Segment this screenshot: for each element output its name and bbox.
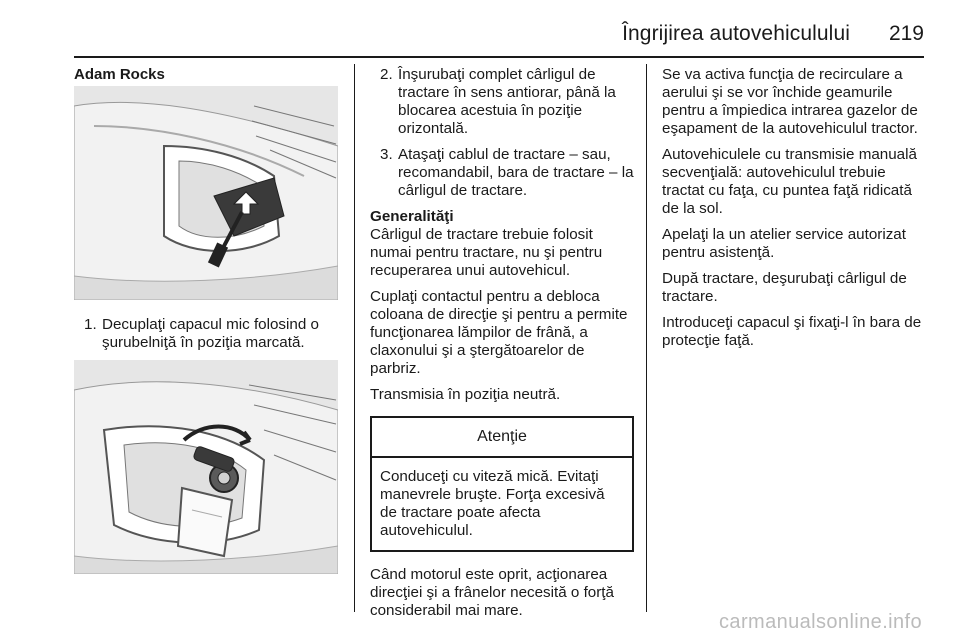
step-2 [370, 66, 638, 138]
illustration-tow-eye-svg [74, 360, 338, 574]
step-1-number: 1. [84, 316, 97, 333]
warning-box [370, 416, 634, 552]
neutral-text: Transmisia în poziţia neutră. [370, 386, 561, 403]
ignition-text: Cuplaţi contactul pentru a debloca coloana de direcţie şi pentru a permite funcţionarea lămpilor de frână, a claxonului şi a ştergătoarelor de parbriz. [370, 288, 628, 377]
unscrew-text: După tractare, deşurubaţi cârligul de tractare. [662, 270, 907, 305]
sequential-transmission-text: Autovehiculele cu transmisie manuală secvenţială: autovehiculul trebuie tractat cu faţa, cu puntea faţă ridicată de la sol. [662, 146, 917, 217]
step-2-number: 2. [380, 66, 393, 83]
page-title: Îngrijirea autovehiculului [622, 22, 850, 45]
general-heading: Generalităţi [370, 208, 454, 225]
column-middle [370, 66, 638, 628]
step-1 [74, 316, 342, 352]
engine-off-text: Când motorul este oprit, acţionarea direcţiei şi a frânelor necesită o forţă considerabil mai mare. [370, 566, 614, 619]
recirculation-text: Se va activa funcţia de recirculare a aerului şi se vor închide geamurile pentru a împiedica intrarea gazelor de eşapament de la autovehiculul tractor. [662, 66, 918, 137]
illustration-cap-removal-svg [74, 86, 338, 300]
step-3-number: 3. [380, 146, 393, 163]
page-header [0, 0, 960, 60]
column-right [662, 66, 930, 358]
general-text: Cârligul de tractare trebuie folosit numai pentru tractare, nu şi pentru recuperarea unui autovehicul. [370, 226, 603, 279]
section-title: Adam Rocks [74, 66, 165, 83]
step-3 [370, 146, 638, 200]
warning-text: Conduceţi cu viteză mică. Evitaţi manevrele bruşte. Forţa excesivă de tractare poate afecta autovehiculul. [380, 468, 605, 539]
illustration-tow-eye [74, 360, 338, 574]
watermark: carmanualsonline.info [719, 611, 922, 633]
column-divider-1 [354, 64, 355, 612]
step-1-text: Decuplaţi capacul mic folosind o şurubelniţă în poziţia marcată. [102, 316, 319, 351]
illustration-cap-removal [74, 86, 338, 300]
step-3-text: Ataşaţi cablul de tractare – sau, recomandabil, bara de tractare – la cârligul de tractare. [398, 146, 634, 199]
page-number: 219 [888, 22, 924, 45]
header-rule [74, 56, 924, 58]
warning-title: Atenţie [372, 418, 632, 458]
column-divider-2 [646, 64, 647, 612]
column-left [74, 62, 342, 574]
cap-text: Introduceţi capacul şi fixaţi-l în bara de protecţie faţă. [662, 314, 922, 349]
step-2-text: Înşurubaţi complet cârligul de tractare în sens antiorar, până la blocarea acestuia în poziţie orizontală. [398, 66, 616, 137]
service-text: Apelaţi la un atelier service autorizat pentru asistenţă. [662, 226, 906, 261]
